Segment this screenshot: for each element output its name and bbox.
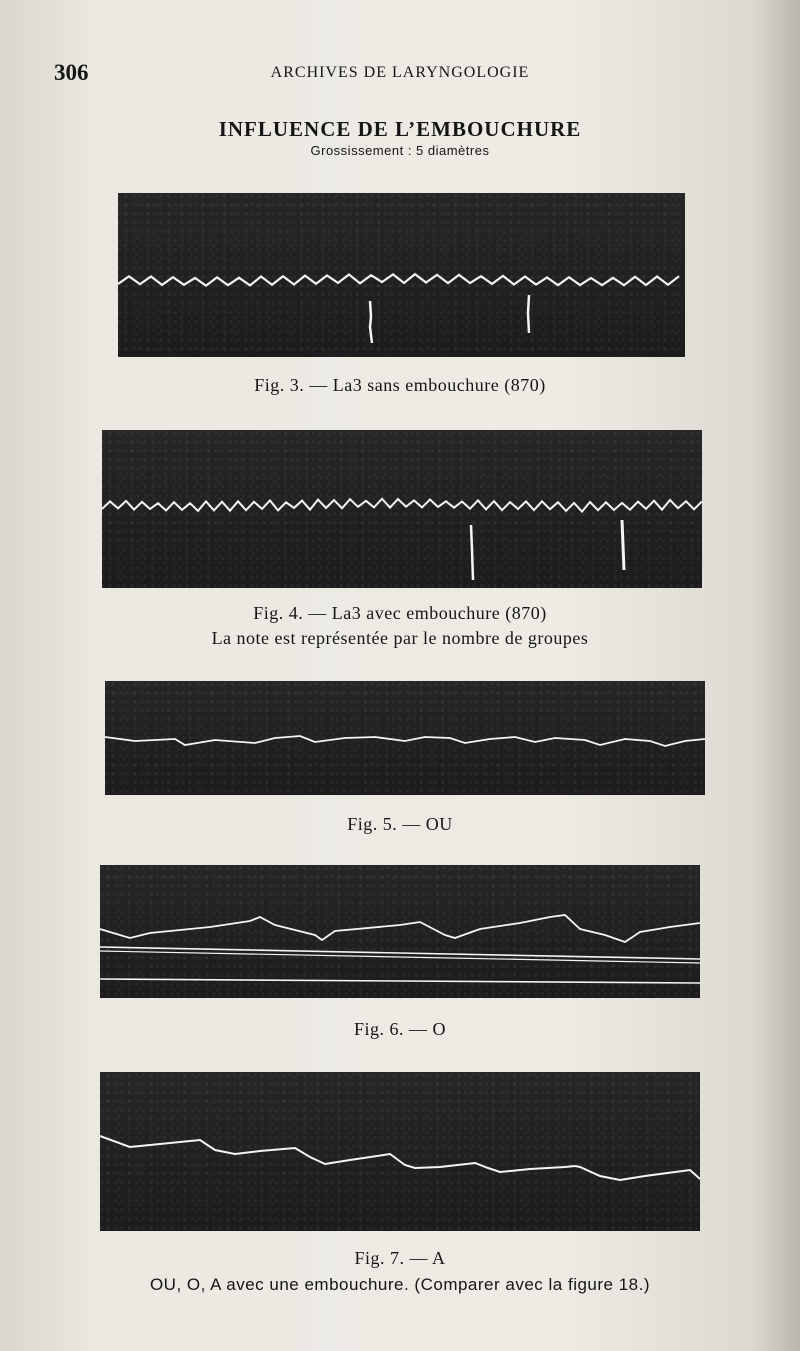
- figure-6-plate: [100, 865, 700, 998]
- running-head: ARCHIVES DE LARYNGOLOGIE: [270, 64, 530, 81]
- figure-7-trace: [100, 1072, 700, 1231]
- figure-4-trace: [102, 430, 702, 588]
- page-title: INFLUENCE DE L’EMBOUCHURE: [218, 117, 582, 141]
- figure-5-plate: [105, 681, 705, 795]
- figure-3-trace: [118, 193, 685, 357]
- figure-3-caption: Fig. 3. — La3 sans embouchure (870): [254, 375, 546, 395]
- figure-4-plate: [102, 430, 702, 588]
- figure-4-note: La note est représentée par le nombre de groupes: [211, 628, 589, 648]
- footer-note: OU, O, A avec une embouchure. (Comparer avec la figure 18.): [149, 1275, 651, 1294]
- figure-3-plate: [118, 193, 685, 357]
- figure-6-trace: [100, 865, 700, 998]
- page-number: 306: [54, 60, 89, 85]
- figure-5-caption: Fig. 5. — OU: [347, 814, 453, 834]
- page-subtitle: Grossissement : 5 diamètres: [310, 143, 490, 158]
- figure-6-caption: Fig. 6. — O: [353, 1019, 446, 1039]
- figure-7-caption: Fig. 7. — A: [354, 1248, 446, 1268]
- figure-7-plate: [100, 1072, 700, 1231]
- figure-5-trace: [105, 681, 705, 795]
- figure-4-caption: Fig. 4. — La3 avec embouchure (870): [253, 603, 547, 623]
